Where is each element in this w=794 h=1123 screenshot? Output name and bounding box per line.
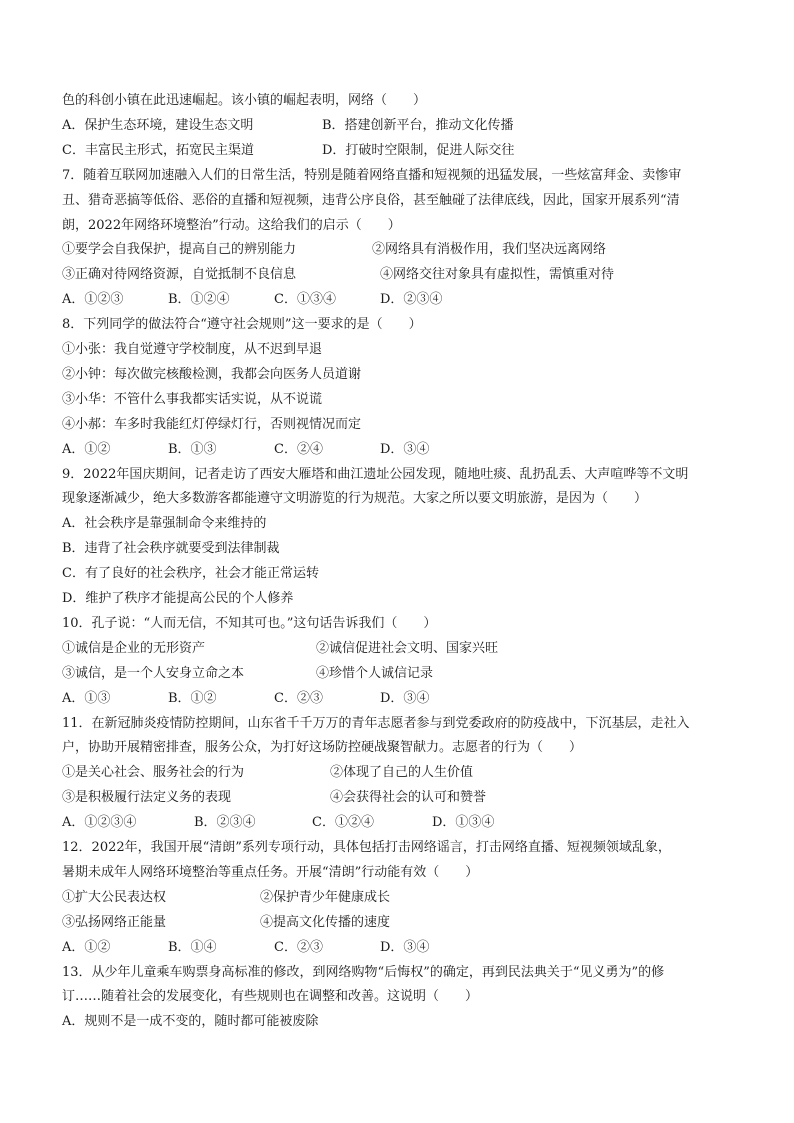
option-text: B．①④	[168, 939, 217, 955]
text-line	[62, 237, 742, 262]
line-text: A．社会秩序是靠强制命令来维持的	[62, 516, 267, 532]
text-line	[62, 760, 742, 785]
option-text: C．①②④	[312, 815, 374, 831]
line-text: 9．2022年国庆期间，记者走访了西安大雁塔和曲江遗址公园发现，随地吐痰、乱扔乱丢、大声喧哗等不文明	[62, 466, 689, 482]
option-text: ①诚信是企业的无形资产	[62, 640, 206, 656]
option-text: C．②④	[274, 441, 323, 457]
option-text: ②体现了自己的人生价值	[330, 765, 474, 781]
option-text: B．①③	[168, 441, 217, 457]
option-text: ④会获得社会的认可和赞誉	[330, 790, 487, 806]
text-line	[62, 611, 742, 636]
line-text: 订……随着社会的发展变化，有些规则也在调整和改善。这说明（ ）	[62, 989, 479, 1005]
line-text: B．违背了社会秩序就要受到法律制裁	[62, 541, 280, 557]
option-text: ②网络具有消极作用，我们坚决远离网络	[372, 242, 607, 258]
line-text: 丑、猎奇恶搞等低俗、恶俗的直播和短视频，违背公序良俗，甚至触碰了法律底线，因此，国家开展系列“清	[62, 192, 680, 208]
text-line	[62, 711, 742, 736]
text-line	[62, 312, 742, 337]
text-line	[62, 910, 742, 935]
text-line	[62, 88, 742, 113]
option-text: B．①②④	[168, 292, 230, 308]
option-text: ③弘扬网络正能量	[62, 914, 167, 930]
option-text: A．①②③④	[62, 815, 137, 831]
line-text: 朗，2022年网络环境整治”行动。这给我们的启示（ ）	[62, 217, 401, 233]
option-text: A．保护生态环境，建设生态文明	[62, 117, 254, 133]
line-text: ④小郝：车多时我能红灯停绿灯行，否则视情况而定	[62, 416, 362, 432]
text-line	[62, 835, 742, 860]
option-text: C．②③	[274, 690, 323, 706]
option-text: ④网络交往对象具有虚拟性，需慎重对待	[380, 267, 615, 283]
option-text: C．丰富民主形式，拓宽民主渠道	[62, 142, 254, 158]
line-text: A．规则不是一成不变的，随时都可能被废除	[62, 1014, 319, 1030]
line-text: 户，协助开展精密排查，服务公众，为打好这场防控硬战聚智献力。志愿者的行为（ ）	[62, 740, 583, 756]
option-text: D．打破时空限制，促进人际交往	[322, 142, 515, 158]
option-text: A．①③	[62, 690, 111, 706]
text-line	[62, 486, 742, 511]
text-line	[62, 262, 742, 287]
line-text: C．有了良好的社会秩序，社会才能正常运转	[62, 566, 319, 582]
option-text: ②诚信促进社会文明、国家兴旺	[316, 640, 499, 656]
option-text: A．①②	[62, 939, 111, 955]
text-line	[62, 362, 742, 387]
text-line	[62, 437, 742, 462]
line-text: 色的科创小镇在此迅速崛起。该小镇的崛起表明，网络（ ）	[62, 93, 427, 108]
text-line	[62, 213, 742, 238]
line-text: D．维护了秩序才能提高公民的个人修养	[62, 591, 294, 606]
text-line	[62, 735, 742, 760]
option-text: ①要学会自我保护，提高自己的辨别能力	[62, 242, 297, 258]
text-line	[62, 138, 742, 163]
option-text: ①扩大公民表达权	[62, 889, 167, 905]
option-text: ③是积极履行法定义务的表现	[62, 790, 232, 806]
text-line	[62, 935, 742, 960]
text-line	[62, 686, 742, 711]
line-text: ①小张：我自觉遵守学校制度，从不迟到早退	[62, 342, 323, 357]
line-text: 12．2022年，我国开展“清朗”系列专项行动，具体包括打击网络谣言，打击网络直播、短视频领域乱象，	[62, 840, 671, 855]
text-line	[62, 561, 742, 586]
option-text: ①是关心社会、服务社会的行为	[62, 765, 245, 781]
text-line	[62, 462, 742, 487]
text-line	[62, 337, 742, 362]
option-text: ③诚信，是一个人安身立命之本	[62, 665, 245, 681]
text-line	[62, 1009, 742, 1034]
option-text: B．搭建创新平台，推动文化传播	[322, 117, 514, 133]
text-line	[62, 586, 742, 611]
line-text: 10．孔子说：“人而无信，不知其可也。”这句话告诉我们（ ）	[62, 615, 437, 631]
line-text: 7．随着互联网加速融入人们的日常生活，特别是随着网络直播和短视频的迅猛发展，一些炫富拜金、卖惨审	[62, 167, 682, 183]
text-line	[62, 412, 742, 437]
option-text: A．①②	[62, 441, 111, 457]
text-line	[62, 536, 742, 561]
text-line	[62, 163, 742, 188]
option-text: C．②③	[274, 939, 323, 955]
option-text: D．③④	[380, 939, 430, 955]
line-text: 暑期未成年人网络环境整治等重点任务。开展“清朗”行动能有效（ ）	[62, 864, 479, 880]
line-text: 13．从少年儿童乘车购票身高标准的修改，到网络购物“后悔权”的确定，再到民法典关于“见义勇为”的修	[62, 964, 665, 980]
option-text: B．①②	[168, 690, 217, 706]
text-line	[62, 636, 742, 661]
option-text: ③正确对待网络资源，自觉抵制不良信息	[62, 267, 297, 283]
text-line	[62, 113, 742, 138]
option-text: D．③④	[380, 441, 430, 457]
text-line	[62, 188, 742, 213]
option-text: ②保护青少年健康成长	[260, 889, 391, 905]
line-text: 11．在新冠肺炎疫情防控期间，山东省千千万万的青年志愿者参与到党委政府的防疫战中，下沉基层，走社入	[62, 715, 690, 731]
option-text: D．③④	[380, 690, 430, 706]
text-line	[62, 960, 742, 985]
line-text: ②小钟：每次做完核酸检测，我都会向医务人员道谢	[62, 366, 362, 382]
text-line	[62, 984, 742, 1009]
text-line	[62, 860, 742, 885]
text-line	[62, 387, 742, 412]
text-line	[62, 810, 742, 835]
option-text: B．②③④	[194, 815, 256, 831]
text-line	[62, 287, 742, 312]
line-text: ③小华：不管什么事我都实话实说，从不说谎	[62, 391, 323, 407]
option-text: A．①②③	[62, 292, 124, 308]
option-text: ④提高文化传播的速度	[260, 914, 391, 930]
option-text: D．②③④	[380, 292, 443, 308]
option-text: C．①③④	[274, 292, 336, 308]
option-text: D．①③④	[432, 815, 495, 831]
line-text: 8．下列同学的做法符合“遵守社会规则”这一要求的是（ ）	[62, 317, 422, 333]
text-line	[62, 511, 742, 536]
option-text: ④珍惜个人诚信记录	[316, 665, 434, 681]
text-line	[62, 661, 742, 686]
text-line	[62, 885, 742, 910]
text-line	[62, 785, 742, 810]
line-text: 现象逐渐减少，绝大多数游客都能遵守文明游览的行为规范。大家之所以要文明旅游，是因为（ ）	[62, 491, 648, 507]
